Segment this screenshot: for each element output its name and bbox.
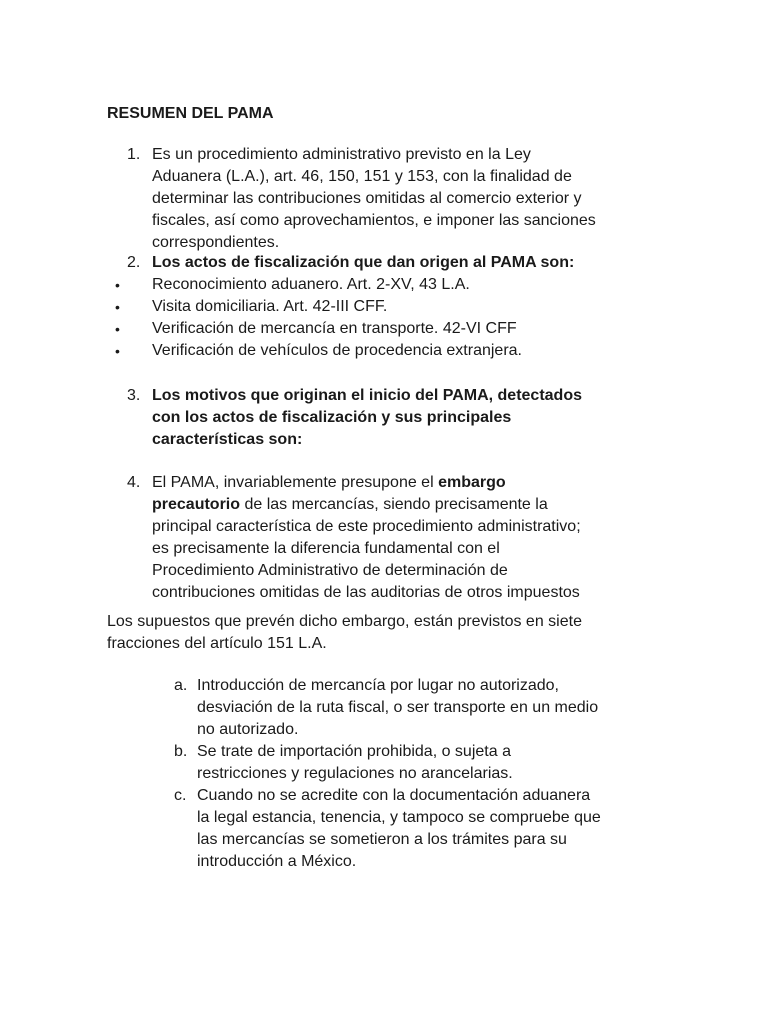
item-text-line: Se trate de importación prohibida, o sujeta a bbox=[197, 743, 511, 760]
item-text-line: Los actos de fiscalización que dan origen al PAMA son: bbox=[152, 254, 575, 271]
item-text-line: principal característica de este procedimiento administrativo; bbox=[152, 518, 581, 535]
item-text-line: contribuciones omitidas de las auditorias de otros impuestos bbox=[152, 584, 580, 601]
numbered-item-3 bbox=[107, 385, 667, 451]
bullet-marker: • bbox=[115, 343, 120, 359]
document-title: RESUMEN DEL PAMA bbox=[107, 105, 274, 122]
list-marker: b. bbox=[174, 743, 188, 760]
lettered-item-c bbox=[107, 785, 667, 873]
item-text-bold: embargo bbox=[438, 474, 506, 491]
item-text-line bbox=[152, 472, 667, 494]
lettered-item-a bbox=[107, 675, 667, 741]
item-text-line: introducción a México. bbox=[197, 853, 357, 870]
lettered-item-b bbox=[107, 741, 667, 785]
list-marker: 4. bbox=[127, 474, 141, 491]
bullet-item bbox=[107, 340, 667, 362]
body-paragraph bbox=[107, 611, 582, 655]
item-text-segment: El PAMA, invariablemente presupone el bbox=[152, 474, 439, 491]
item-text-line: Procedimiento Administrativo de determinación de bbox=[152, 562, 508, 579]
paragraph-line: fracciones del artículo 151 L.A. bbox=[107, 635, 327, 652]
item-text-line: características son: bbox=[152, 431, 303, 448]
bullet-marker: • bbox=[115, 277, 120, 293]
bullet-list bbox=[107, 274, 667, 362]
list-marker: c. bbox=[174, 787, 187, 804]
item-text-line: las mercancías se sometieron a los trámites para su bbox=[197, 831, 567, 848]
item-text-bold: precautorio bbox=[152, 496, 241, 513]
item-text-line: Cuando no se acredite con la documentación aduanera bbox=[197, 787, 591, 804]
bullet-item bbox=[107, 318, 667, 340]
item-text-line: restricciones y regulaciones no arancelarias. bbox=[197, 765, 513, 782]
item-text-line: fiscales, así como aprovechamientos, e imponer las sanciones bbox=[152, 212, 596, 229]
item-text-line: la legal estancia, tenencia, y tampoco se compruebe que bbox=[197, 809, 601, 826]
bullet-text: Verificación de mercancía en transporte. 42-VI CFF bbox=[152, 320, 517, 337]
item-text-segment: de las mercancías, siendo precisamente la bbox=[240, 496, 548, 513]
item-text-line: correspondientes. bbox=[152, 234, 280, 251]
bullet-marker: • bbox=[115, 321, 120, 337]
item-text-line: Es un procedimiento administrativo previsto en la Ley bbox=[152, 146, 531, 163]
item-text-line: desviación de la ruta fiscal, o ser transporte en un medio bbox=[197, 699, 599, 716]
bullet-marker: • bbox=[115, 299, 120, 315]
item-text-line: con los actos de fiscalización y sus principales bbox=[152, 409, 512, 426]
lettered-list bbox=[107, 675, 667, 873]
bullet-text: Visita domiciliaria. Art. 42-III CFF. bbox=[152, 298, 388, 315]
item-text-line: Aduanera (L.A.), art. 46, 150, 151 y 153, con la finalidad de bbox=[152, 168, 572, 185]
item-text-line: no autorizado. bbox=[197, 721, 299, 738]
item-text-line: Introducción de mercancía por lugar no autorizado, bbox=[197, 677, 559, 694]
numbered-item-1 bbox=[107, 144, 667, 254]
bullet-item bbox=[107, 296, 667, 318]
numbered-item-2 bbox=[107, 252, 667, 274]
list-marker: a. bbox=[174, 677, 188, 694]
list-marker: 3. bbox=[127, 387, 141, 404]
item-text-line bbox=[152, 494, 667, 516]
bullet-text: Verificación de vehículos de procedencia extranjera. bbox=[152, 342, 522, 359]
numbered-item-4 bbox=[107, 472, 667, 604]
paragraph-line: Los supuestos que prevén dicho embargo, están previstos en siete bbox=[107, 613, 582, 630]
list-marker: 1. bbox=[127, 146, 141, 163]
bullet-text: Reconocimiento aduanero. Art. 2-XV, 43 L.A. bbox=[152, 276, 470, 293]
item-text-line: es precisamente la diferencia fundamental con el bbox=[152, 540, 500, 557]
item-text-line: Los motivos que originan el inicio del PAMA, detectados bbox=[152, 387, 582, 404]
list-marker: 2. bbox=[127, 254, 141, 271]
bullet-item bbox=[107, 274, 667, 296]
item-text-line: determinar las contribuciones omitidas al comercio exterior y bbox=[152, 190, 582, 207]
